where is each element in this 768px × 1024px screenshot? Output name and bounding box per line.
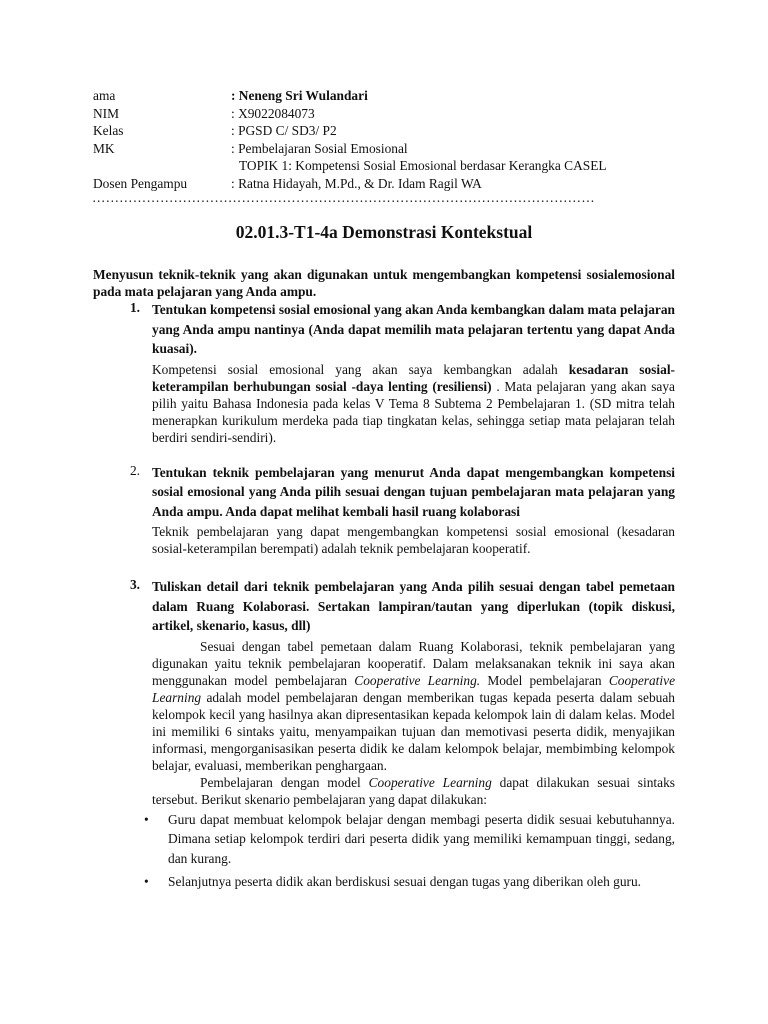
list-item-text: Selanjutnya peserta didik akan berdiskusi sesuai dengan tugas yang diberikan oleh guru. [168, 874, 642, 889]
header-label: Dosen Pengampu [93, 175, 188, 191]
bullet-icon: • [144, 874, 149, 889]
header-row-kelas [93, 122, 607, 140]
intro-paragraph: Menyusun teknik-teknik yang akan digunakan untuk mengembangkan kompetensi sosialemosional pada mata pelajaran yang Anda ampu. [93, 267, 675, 299]
header-topik: TOPIK 1: Kompetensi Sosial Emosional berdasar Kerangka CASEL [239, 158, 607, 173]
question-text: Tentukan teknik pembelajaran yang menurut Anda dapat mengembangkan kompetensi sosial emosional yang Anda pilih sesuai dengan tujuan pembelajaran mata pelajaran yang Anda ampu. Anda dapat melihat kembali hasil ruang kolaborasi [152, 464, 675, 519]
header-value: : PGSD C/ SD3/ P2 [231, 123, 337, 138]
header-value: : Neneng Sri Wulandari [231, 88, 368, 103]
header-value: : X9022084073 [231, 105, 315, 121]
header-label: ama [93, 88, 116, 103]
question-2 [93, 463, 675, 558]
question-number: 2. [129, 462, 140, 478]
header-label: NIM [93, 105, 120, 121]
header-value: : Pembelajaran Sosial Emosional [231, 140, 408, 156]
header-label: MK [93, 140, 115, 156]
answer-paragraph: Sesuai dengan tabel pemetaan dalam Ruang Kolaborasi, teknik pembelajaran yang digunakan yaitu teknik pembelajaran kooperatif. Dalam melaksanakan teknik ini saya akan menggunakan model pembelajaran Cooperative Learning. Model pembelajaran Cooperative Learning adalah model pembelajaran dengan memberikan tugas kepada peserta dalam sebuah kelompok kecil yang hasilnya akan dipresentasikan kepada kelompok lain di dalam kelas. Model ini memiliki 6 sintaks yaitu, menyampaikan tujuan dan memotivasi peserta didik, menyajikan informasi, mengorganisasikan peserta didik ke dalam kelompok belajar, membimbing kelompok belajar, evaluasi, memberikan penghargaan. [152, 638, 676, 773]
answer-paragraph: Kompetensi sosial emosional yang akan saya kembangkan adalah kesadaran sosial-keterampilan berhubungan sosial -daya lenting (resiliensi) . Mata pelajaran yang akan saya pilih yaitu Bahasa Indonesia pada kelas V Tema 8 Subtema 2 Pembelajaran 1. (SD mitra telah menerapkan kurikulum merdeka pada tiap tingkatan kelas, sehingga setiap mata pelajaran telah berdiri sendiri-sendiri). [152, 361, 675, 445]
bullet-icon: • [144, 811, 149, 827]
question-text: Tentukan kompetensi sosial emosional yang akan Anda kembangkan dalam mata pelajaran yang Anda ampu nantinya (Anda dapat memilih mata pelajaran tertentu yang dapat Anda kuasai). [152, 302, 675, 356]
dotted-separator: ………………………………………………………………………………………………… [92, 190, 595, 205]
answer-paragraph: Pembelajaran dengan model Cooperative Learning dapat dilakukan sesuai sintaks tersebut. Berikut skenario pembelajaran yang dapat dilakukan: [152, 774, 675, 807]
header-row-name [93, 87, 607, 105]
header-label: Kelas [93, 123, 124, 138]
list-item [140, 872, 675, 892]
scenario-bullet-list [140, 810, 675, 892]
question-text: Tuliskan detail dari teknik pembelajaran yang Anda pilih sesuai dengan tabel pemetaan dalam Ruang Kolaborasi. Sertakan lampiran/tautan yang diperlukan (topik diskusi, artikel, skenario, kasus, dll) [152, 579, 675, 633]
identity-header [93, 87, 607, 192]
question-number: 1. [129, 300, 140, 315]
header-row-mk [93, 140, 607, 158]
question-3 [93, 577, 675, 808]
question-number: 3. [129, 577, 140, 592]
header-row-nim [93, 105, 607, 123]
list-item [140, 810, 675, 869]
question-1 [93, 300, 675, 446]
header-value: : Ratna Hidayah, M.Pd., & Dr. Idam Ragil WA [231, 175, 482, 191]
list-item-text: Guru dapat membuat kelompok belajar dengan membagi peserta didik sesuai kebutuhannya. Dimana setiap kelompok terdiri dari peserta didik yang memiliki kemampuan tinggi, sedang, dan kurang. [168, 811, 675, 866]
document-body [93, 266, 675, 896]
answer-paragraph: Teknik pembelajaran yang dapat mengembangkan kompetensi sosial emosional (kesadaran sosial-keterampilan berempati) adalah teknik pembelajaran kooperatif. [152, 524, 675, 556]
page-title: 02.01.3-T1-4a Demonstrasi Kontekstual [235, 222, 533, 242]
